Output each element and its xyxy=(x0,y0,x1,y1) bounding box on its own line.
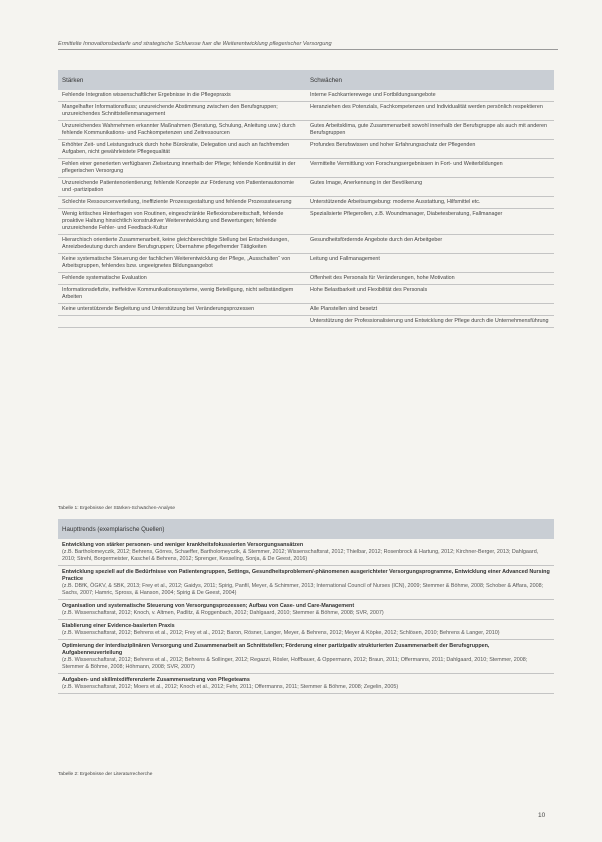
weakness-cell: Unterstützende Arbeitsumgebung: moderne Ausstattung, Hilfsmittel etc. xyxy=(306,197,554,209)
table-row xyxy=(58,316,554,328)
weakness-cell: Offenheit des Personals für Veränderungen, hohe Motivation xyxy=(306,273,554,285)
weakness-cell: Profundes Berufswissen und hoher Erfahrungsschatz der Pflegenden xyxy=(306,140,554,159)
trend-cell xyxy=(58,674,554,694)
table-row xyxy=(58,273,554,285)
strength-cell: Keine systematische Steuerung der fachlichen Weiterentwicklung der Pflege, „Ausschalten“ von Arbeitsgruppen, fehlendes bzw. ungeeignetes Bildungsangebot xyxy=(58,254,306,273)
swot-table xyxy=(58,70,554,328)
table-row xyxy=(58,600,554,620)
trend-cell xyxy=(58,620,554,640)
table-row xyxy=(58,197,554,209)
running-header: Ermittelte Innovationsbedarfe und strategische Schluesse fuer die Weiterentwicklung pflegerischer Versorgung xyxy=(58,41,558,50)
strength-cell: Hierarchisch orientierte Zusammenarbeit, keine gleichberechtigte Stellung bei Entscheidungen, Anreizbedeutung durch andere Berufsgruppen; Übernahme pflegefremder Tätigkeiten xyxy=(58,235,306,254)
table-row xyxy=(58,209,554,235)
swot-caption: Tabelle 1: Ergebnisse der Stärken-Schwächen-Analyse xyxy=(58,506,176,511)
table-row xyxy=(58,254,554,273)
trend-sources: (z.B. Wissenschaftsrat, 2012; Behrens et al., 2012; Frey et al., 2012; Baron, Rösner, Langer, Meyer, & Behrens, 2012; Meyer & Köpke, 2012; Schlösen, 2010; Behrens & Langer, 2010) xyxy=(62,630,500,636)
trend-title: Etablierung einer Evidence-basierten Praxis xyxy=(62,623,175,629)
weakness-cell: Unterstützung der Professionalisierung und Entwicklung der Pflege durch die Unternehmensführung xyxy=(306,316,554,328)
table-row xyxy=(58,121,554,140)
trend-sources: (z.B. DBfK, ÖGKV, & SBK, 2013; Frey et al., 2012; Gaidys, 2011; Spirig, Panfil, Meyer, & Schimmer, 2013; International Council of Nurses (ICN), 2009; Stemmer & Böhme, 2008; Schober & Affara, 2008; Sachs, 2007; Hamric, Spross, & Hanson, 2004; Spirig & De Geest, 2004) xyxy=(62,583,544,596)
table-row xyxy=(58,178,554,197)
weakness-cell: Spezialisierte Pflegerollen, z.B. Woundmanager, Diabetesberatung, Fallmanager xyxy=(306,209,554,235)
trend-cell xyxy=(58,600,554,620)
weakness-cell: Heranziehen des Potenzials, Fachkompetenzen und Individualität werden persönlich respektieren xyxy=(306,102,554,121)
strengths-header: Stärken xyxy=(58,70,306,90)
table-row xyxy=(58,304,554,316)
weakness-cell: Leitung und Fallmanagement xyxy=(306,254,554,273)
trend-cell xyxy=(58,566,554,600)
trend-cell xyxy=(58,640,554,674)
weakness-cell: Gutes Image, Anerkennung in der Bevölkerung xyxy=(306,178,554,197)
strength-cell: Keine unterstützende Begleitung und Unterstützung bei Veränderungsprozessen xyxy=(58,304,306,316)
strength-cell: Fehlende systematische Evaluation xyxy=(58,273,306,285)
trend-title: Entwicklung von stärker personen- und weniger krankheitsfokussierten Versorgungsansätzen xyxy=(62,542,304,548)
weakness-cell: Vermittelte Vermittlung von Forschungsergebnissen in Fort- und Weiterbildungen xyxy=(306,159,554,178)
trends-header: Haupttrends (exemplarische Quellen) xyxy=(58,519,554,539)
page-number: 10 xyxy=(538,812,546,819)
trends-caption: Tabelle 2: Ergebnisse der Literaturrecherche xyxy=(58,772,153,777)
weakness-cell: Alle Planstellen sind besetzt xyxy=(306,304,554,316)
strength-cell: Erhöhter Zeit- und Leistungsdruck durch hohe Bürokratie, Delegation und auch an fachfremden Aufgaben, nicht gewährleistete Pflegequalität xyxy=(58,140,306,159)
trends-header-row xyxy=(58,519,554,539)
strength-cell: Schlechte Ressourcenverteilung, ineffiziente Prozessgestaltung und fehlende Prozesssteuerung xyxy=(58,197,306,209)
table-row xyxy=(58,674,554,694)
weaknesses-header: Schwächen xyxy=(306,70,554,90)
weakness-cell: Interne Fachkarrierewege und Fortbildungsangebote xyxy=(306,90,554,102)
table-row xyxy=(58,285,554,304)
trend-title: Organisation und systematische Steuerung von Versorgungsprozessen; Aufbau von Case- und Care-Management xyxy=(62,603,355,609)
trend-sources: (z.B. Bartholomeyczik, 2012; Behrens, Görres, Schaeffer, Bartholomeyczik, & Stemmer, 2012; Wissenschaftsrat, 2012; Thielbar, 2012; Rosenbrock & Hartung, 2012; Kirchner-Berger, 2013; Dahlgaard, 2010; Strehl, Borgermeister, Kaschel & Behrens, 2012; Sprenger, Kesseling, Sonja, & De Geest, 2016) xyxy=(62,549,539,562)
strength-cell: Fehlen einer generierten verfügbaren Zielsetzung innerhalb der Pflege; fehlende Kontinuität in der pflegerischen Versorgung xyxy=(58,159,306,178)
table-row xyxy=(58,235,554,254)
table-row xyxy=(58,566,554,600)
table-row xyxy=(58,620,554,640)
weakness-cell: Gutes Arbeitsklima, gute Zusammenarbeit sowohl innerhalb der Berufsgruppe als auch mit anderen Berufsgruppen xyxy=(306,121,554,140)
trends-table xyxy=(58,519,554,694)
strength-cell: Unzureichendes Wahrnehmen erkannter Maßnahmen (Beratung, Schulung, Anleitung usw.) durch fehlende Kommunikations- und Fachkompetenzen und Zeitressourcen xyxy=(58,121,306,140)
swot-header-row xyxy=(58,70,554,90)
trend-sources: (z.B. Wissenschaftsrat, 2012; Moers et al., 2012; Knoch et al., 2012; Fehr, 2011; Offermanns, 2011; Stemmer & Böhme, 2008; Zegelin, 2005) xyxy=(62,684,399,690)
weakness-cell: Gesundheitsfördernde Angebote durch den Arbeitgeber xyxy=(306,235,554,254)
trend-title: Optimierung der interdisziplinären Versorgung und Zusammenarbeit an Schnittstellen; Förderung einer partizipativ strukturierten Zusammenarbeit der Berufsgruppen, Aufgabenneuverteilung xyxy=(62,643,490,656)
trend-title: Aufgaben- und skillmixdifferenzierte Zusammensetzung von Pflegeteams xyxy=(62,677,250,683)
table-row xyxy=(58,539,554,566)
strength-cell: Fehlende Integration wissenschaftlicher Ergebnisse in die Pflegepraxis xyxy=(58,90,306,102)
weakness-cell: Hohe Belastbarkeit und Flexibilität des Personals xyxy=(306,285,554,304)
trend-sources: (z.B. Wissenschaftsrat, 2012; Behrens et al., 2012; Behrens & Sollinger, 2012; Regazzi, Rösler, Hoffbauer, & Oppermann, 2012; Braun, 2011; Offermanns, 2011; Dahlgaard, 2010; Stemmer, 2008; Stemmer & Böhme, 2008; Höhmann, 2008; SVR, 2007) xyxy=(62,657,528,670)
table-row xyxy=(58,90,554,102)
strength-cell: Mangelhafter Informationsfluss; unzureichende Abstimmung zwischen den Berufsgruppen; unzureichendes Schnittstellenmanagement xyxy=(58,102,306,121)
table-row xyxy=(58,640,554,674)
trend-sources: (z.B. Wissenschaftsrat, 2012; Knoch, v. Altmen, Padlitz, & Roggenbach, 2012; Dahlgaard, 2010; Stemmer & Böhme, 2008; SVR, 2007) xyxy=(62,610,384,616)
table-row xyxy=(58,159,554,178)
strength-cell: Wenig kritisches Hinterfragen von Routinen, eingeschränkte Reflexionsbereitschaft, fehlende proaktive Haltung hinsichtlich konstruktiver Weiterentwicklung und Bewertungen; fehlende unzureichende Fehler- und Feedback-Kultur xyxy=(58,209,306,235)
strength-cell: Informationsdefizite, ineffektive Kommunikationssysteme, wenig Beteiligung, nicht selbständigem Arbeiten xyxy=(58,285,306,304)
trend-cell xyxy=(58,539,554,566)
strength-cell: Unzureichende Patientenorientierung; fehlende Konzepte zur Förderung von Patientenautonomie und -partizipation xyxy=(58,178,306,197)
table-row xyxy=(58,140,554,159)
table-row xyxy=(58,102,554,121)
trend-title: Entwicklung speziell auf die Bedürfnisse von Patientengruppen, Settings, Gesundheitsproblemen/-phänomenen ausgerichteter Versorgungsprogramme, Entwicklung einer Advanced Nursing Practice xyxy=(62,569,550,582)
strength-cell xyxy=(58,316,306,328)
